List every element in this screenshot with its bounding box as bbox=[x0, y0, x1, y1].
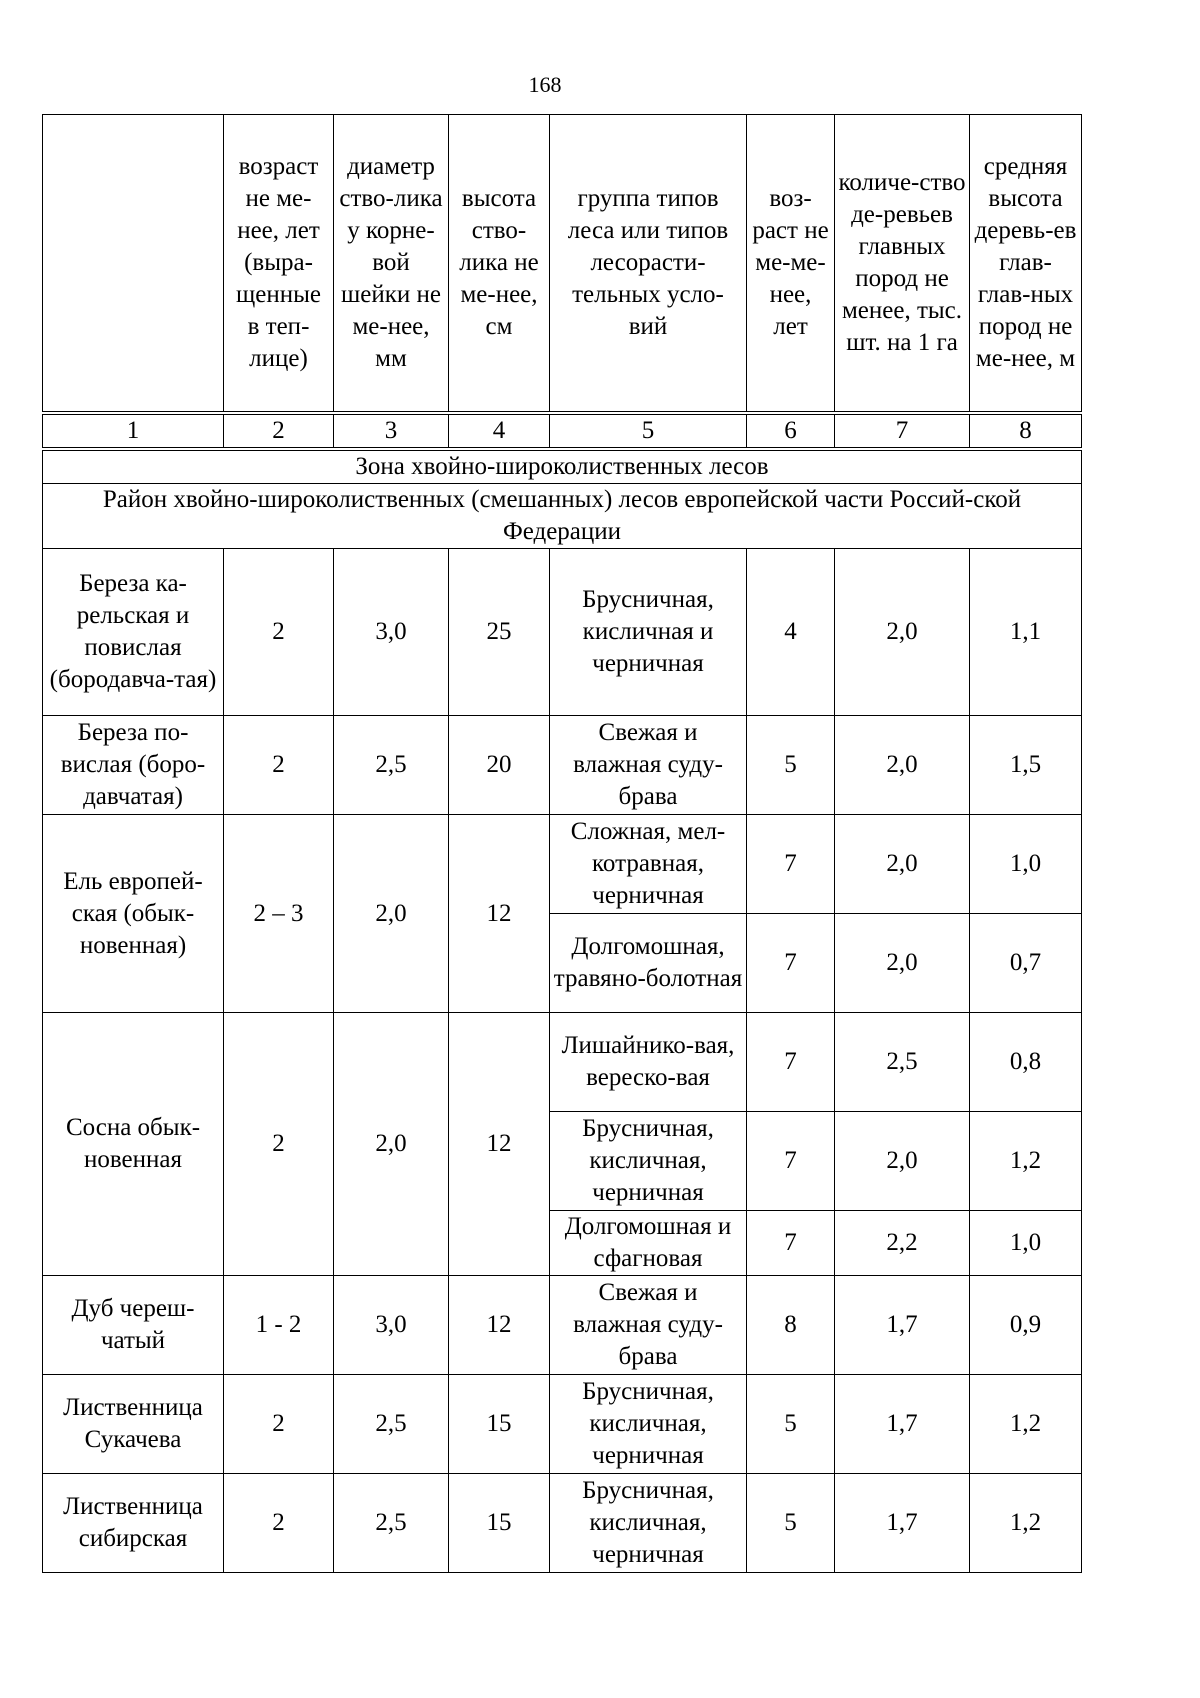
zone-row bbox=[43, 449, 1082, 484]
forest-type-cell: Лишайнико-вая, вереско-вая bbox=[550, 1013, 747, 1112]
forest-type-cell: Брусничная, кисличная, черничная bbox=[550, 1112, 747, 1211]
age2-cell: 7 bbox=[747, 1211, 835, 1276]
forest-type-cell: Брусничная, кисличная и черничная bbox=[550, 549, 747, 716]
table-row bbox=[43, 1474, 1082, 1573]
page-number: 168 bbox=[528, 72, 562, 97]
header-col-2: возраст не ме-нее, лет (выра-щенные в теп-лице) bbox=[224, 115, 334, 414]
forest-type-cell: Сложная, мел-котравная, черничная bbox=[550, 815, 747, 914]
column-number: 8 bbox=[970, 413, 1082, 449]
species-cell: Лиственница Сукачева bbox=[43, 1375, 224, 1474]
header-col-6: воз-раст не ме-ме-нее, лет bbox=[747, 115, 835, 414]
forest-type-cell: Свежая и влажная суду-брава bbox=[550, 1276, 747, 1375]
height-cell: 15 bbox=[449, 1474, 550, 1573]
header-col-3: диаметр ство-лика у корне-вой шейки не ме-нее, мм bbox=[334, 115, 449, 414]
avg-height-cell: 0,7 bbox=[970, 914, 1082, 1013]
avg-height-cell: 1,0 bbox=[970, 815, 1082, 914]
age2-cell: 7 bbox=[747, 914, 835, 1013]
age-cell: 2 bbox=[224, 1013, 334, 1276]
count-cell: 1,7 bbox=[835, 1375, 970, 1474]
column-number: 3 bbox=[334, 413, 449, 449]
column-number: 4 bbox=[449, 413, 550, 449]
avg-height-cell: 1,0 bbox=[970, 1211, 1082, 1276]
age-cell: 1 - 2 bbox=[224, 1276, 334, 1375]
diameter-cell: 2,0 bbox=[334, 1013, 449, 1276]
age-cell: 2 bbox=[224, 716, 334, 815]
age2-cell: 4 bbox=[747, 549, 835, 716]
height-cell: 15 bbox=[449, 1375, 550, 1474]
count-cell: 2,2 bbox=[835, 1211, 970, 1276]
diameter-cell: 2,5 bbox=[334, 1375, 449, 1474]
age2-cell: 7 bbox=[747, 1013, 835, 1112]
species-cell: Сосна обык-новенная bbox=[43, 1013, 224, 1276]
seedling-standards-table bbox=[42, 114, 1082, 1573]
age2-cell: 5 bbox=[747, 1375, 835, 1474]
avg-height-cell: 0,8 bbox=[970, 1013, 1082, 1112]
zone-title: Зона хвойно-широколиственных лесов bbox=[43, 449, 1082, 484]
header-col-4: высота ство-лика не ме-нее, см bbox=[449, 115, 550, 414]
height-cell: 20 bbox=[449, 716, 550, 815]
column-number: 2 bbox=[224, 413, 334, 449]
avg-height-cell: 1,2 bbox=[970, 1375, 1082, 1474]
count-cell: 2,0 bbox=[835, 914, 970, 1013]
diameter-cell: 2,5 bbox=[334, 716, 449, 815]
table-row bbox=[43, 549, 1082, 716]
forest-type-cell: Долгомошная и сфагновая bbox=[550, 1211, 747, 1276]
count-cell: 1,7 bbox=[835, 1474, 970, 1573]
avg-height-cell: 1,2 bbox=[970, 1474, 1082, 1573]
column-number: 1 bbox=[43, 413, 224, 449]
count-cell: 2,0 bbox=[835, 815, 970, 914]
avg-height-cell: 0,9 bbox=[970, 1276, 1082, 1375]
header-col-1 bbox=[43, 115, 224, 414]
avg-height-cell: 1,1 bbox=[970, 549, 1082, 716]
age2-cell: 5 bbox=[747, 1474, 835, 1573]
table-row bbox=[43, 1013, 1082, 1112]
age2-cell: 7 bbox=[747, 815, 835, 914]
forest-type-cell: Свежая и влажная суду-брава bbox=[550, 716, 747, 815]
forest-type-cell: Брусничная, кисличная, черничная bbox=[550, 1375, 747, 1474]
forest-type-cell: Брусничная, кисличная, черничная bbox=[550, 1474, 747, 1573]
age-cell: 2 bbox=[224, 1375, 334, 1474]
avg-height-cell: 1,5 bbox=[970, 716, 1082, 815]
count-cell: 1,7 bbox=[835, 1276, 970, 1375]
diameter-cell: 2,0 bbox=[334, 815, 449, 1013]
avg-height-cell: 1,2 bbox=[970, 1112, 1082, 1211]
height-cell: 25 bbox=[449, 549, 550, 716]
count-cell: 2,0 bbox=[835, 1112, 970, 1211]
diameter-cell: 3,0 bbox=[334, 549, 449, 716]
column-number: 6 bbox=[747, 413, 835, 449]
region-row bbox=[43, 484, 1082, 549]
count-cell: 2,5 bbox=[835, 1013, 970, 1112]
age2-cell: 7 bbox=[747, 1112, 835, 1211]
age2-cell: 5 bbox=[747, 716, 835, 815]
header-row bbox=[43, 115, 1082, 414]
table-row bbox=[43, 1375, 1082, 1474]
species-cell: Береза ка-рельская и повислая (бородавча-тая) bbox=[43, 549, 224, 716]
age-cell: 2 bbox=[224, 1474, 334, 1573]
count-cell: 2,0 bbox=[835, 716, 970, 815]
forest-type-cell: Долгомошная, травяно-болотная bbox=[550, 914, 747, 1013]
diameter-cell: 3,0 bbox=[334, 1276, 449, 1375]
age-cell: 2 – 3 bbox=[224, 815, 334, 1013]
table-row bbox=[43, 815, 1082, 914]
species-cell: Ель европей-ская (обык-новенная) bbox=[43, 815, 224, 1013]
header-col-7: количе-ство де-ревьев главных пород не менее, тыс. шт. на 1 га bbox=[835, 115, 970, 414]
header-col-8: средняя высота деревь-ев глав-глав-ных пород не ме-нее, м bbox=[970, 115, 1082, 414]
diameter-cell: 2,5 bbox=[334, 1474, 449, 1573]
height-cell: 12 bbox=[449, 1013, 550, 1276]
age2-cell: 8 bbox=[747, 1276, 835, 1375]
height-cell: 12 bbox=[449, 815, 550, 1013]
age-cell: 2 bbox=[224, 549, 334, 716]
table-row bbox=[43, 716, 1082, 815]
column-number: 5 bbox=[550, 413, 747, 449]
species-cell: Дуб череш-чатый bbox=[43, 1276, 224, 1375]
region-title: Район хвойно-широколиственных (смешанных) лесов европейской части Россий-ской Федерации bbox=[43, 484, 1082, 549]
column-number-row bbox=[43, 413, 1082, 449]
header-col-5: группа типов леса или типов лесорасти-тельных усло-вий bbox=[550, 115, 747, 414]
species-cell: Лиственница сибирская bbox=[43, 1474, 224, 1573]
count-cell: 2,0 bbox=[835, 549, 970, 716]
height-cell: 12 bbox=[449, 1276, 550, 1375]
column-number: 7 bbox=[835, 413, 970, 449]
table-row bbox=[43, 1276, 1082, 1375]
species-cell: Береза по-вислая (боро-давчатая) bbox=[43, 716, 224, 815]
